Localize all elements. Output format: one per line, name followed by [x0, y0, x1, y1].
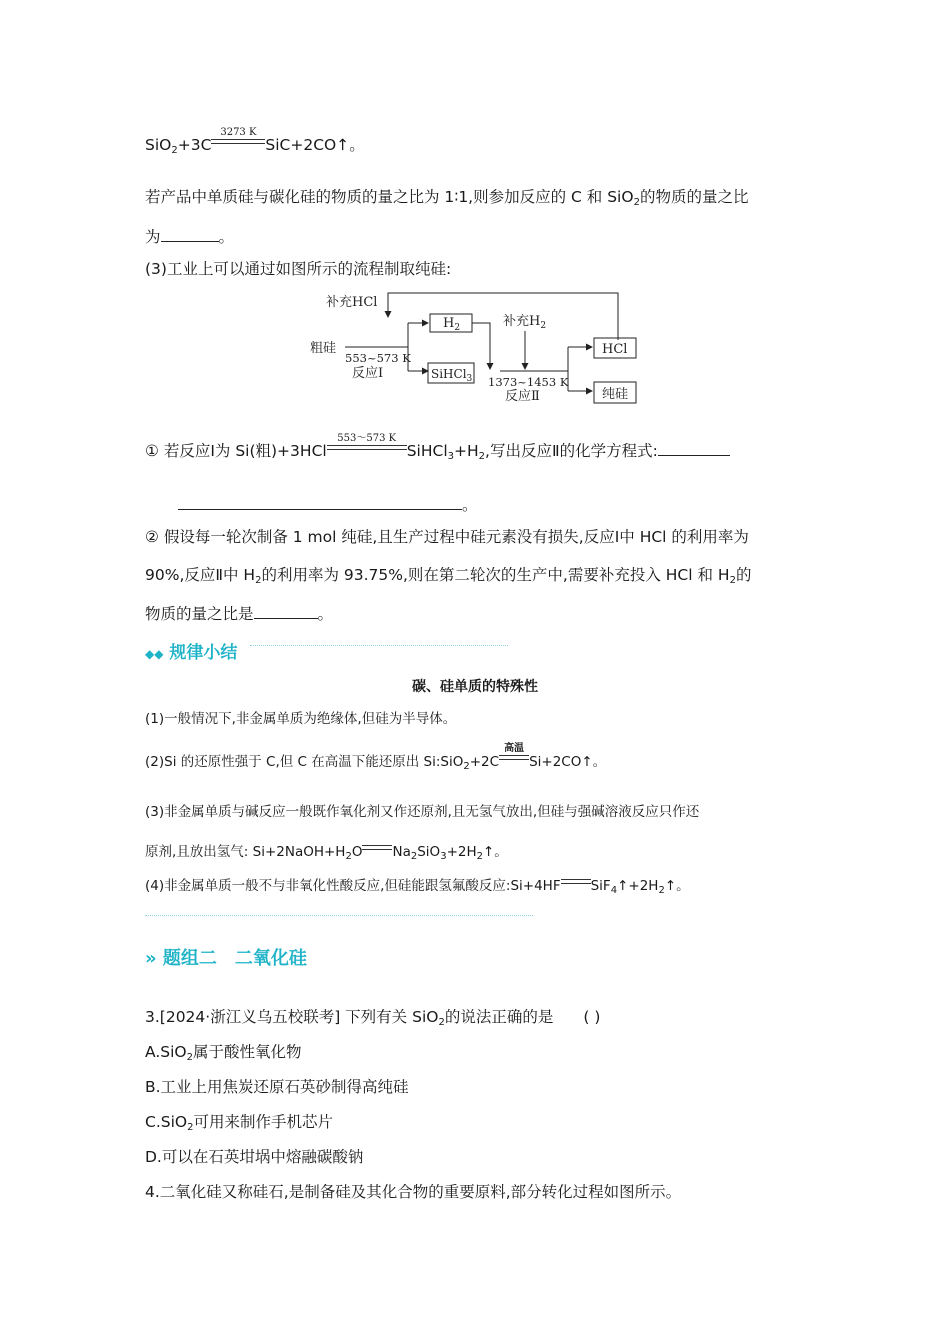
answer-blank[interactable]	[658, 440, 730, 456]
sub1-end: 。	[462, 496, 478, 514]
summary-p2	[145, 743, 607, 773]
option-a-text: A.SiO	[145, 1043, 187, 1061]
answer-blank[interactable]	[161, 226, 219, 242]
reaction1-label: 反应Ⅰ	[352, 366, 384, 381]
p2-sub: 2	[463, 761, 470, 772]
q4-stem: 4.二氧化硅又称硅石,是制备硅及其化合物的重要原料,部分转化过程如图所示。	[145, 1183, 682, 1201]
eq-left2: +3C	[177, 136, 212, 154]
sub1-condition: 553～573 K	[337, 433, 397, 444]
q3-option-b[interactable]: B.工业上用焦炭还原石英砂制得高纯硅	[145, 1078, 409, 1096]
q3-stem-a: 3.[2024·浙江义乌五校联考] 下列有关 SiO	[145, 1008, 439, 1026]
summary-p3a: (3)非金属单质与碱反应一般既作氧化剂又作还原剂,且无氢气放出,但硅与强碱溶液反应只作还	[145, 804, 700, 820]
high-temp-condition: 高温	[504, 743, 525, 754]
p4-sub1: 4	[610, 885, 618, 896]
summary-p1: (1)一般情况下,非金属单质为绝缘体,但硅为半导体。	[145, 711, 457, 727]
option-c-text: C.SiO	[145, 1113, 188, 1131]
p4-sub2: 2	[658, 885, 665, 896]
answer-blank[interactable]	[254, 603, 318, 619]
sub1-sub-b: 2	[478, 451, 486, 462]
summary-p4a: (4)非金属单质一般不与非氧化性酸反应,但硅能跟氢氟酸反应:Si+4HF	[145, 878, 561, 894]
summary-title: 碳、硅单质的特殊性	[412, 679, 538, 695]
sub2-sub2: 2	[729, 575, 736, 586]
summary-p3f: +2H	[446, 844, 477, 860]
hcl-label: HCl	[602, 342, 628, 357]
q3-stem	[145, 1006, 600, 1028]
summary-p4c: ↑+2H	[617, 878, 659, 894]
sub2-line3	[145, 603, 333, 625]
sub2-line2c: 的	[735, 566, 752, 584]
equals-sign	[362, 842, 392, 856]
ratio-text1: 若产品中单质硅与碳化硅的物质的量之比为 1∶1,则参加反应的 C 和 SiO	[145, 188, 634, 206]
summary-header	[145, 638, 237, 663]
summary-header-title: 规律小结	[169, 643, 238, 663]
q3-option-d[interactable]: D.可以在石英坩埚中熔融碳酸钠	[145, 1148, 364, 1166]
group2-title: 题组二 二氧化硅	[162, 948, 307, 969]
crude-si-label: 粗硅	[310, 341, 337, 356]
reaction-condition-sign	[211, 127, 265, 150]
summary-p4	[145, 875, 690, 897]
supplement-hcl-label: 补充HCl	[326, 295, 378, 310]
summary-bottom-divider	[145, 915, 533, 916]
option-a-sub: 2	[186, 1052, 193, 1063]
q3-option-a[interactable]	[145, 1041, 302, 1063]
part3-intro: (3)工业上可以通过如图所示的流程制取纯硅:	[145, 260, 452, 278]
top-equation	[145, 127, 365, 156]
p3-sub1: 2	[345, 851, 352, 862]
q3-stem-sub: 2	[438, 1017, 445, 1028]
reaction-condition: 3273 K	[220, 127, 257, 138]
sub2-line1: ② 假设每一轮次制备 1 mol 纯硅,且生产过程中硅元素没有损失,反应Ⅰ中 HCl 的利用率为	[145, 528, 749, 546]
eq-sub: 2	[171, 145, 178, 156]
summary-p3d: Na	[392, 844, 411, 860]
answer-blank[interactable]	[178, 494, 462, 510]
sub1-text4: ,写出反应Ⅱ的化学方程式:	[485, 442, 658, 460]
sub2-line2b: 的利用率为 93.75%,则在第二轮次的生产中,需要补充投入 HCl 和 H	[261, 566, 730, 584]
summary-p2a: (2)Si 的还原性强于 C,但 C 在高温下能还原出 Si:SiO	[145, 754, 464, 770]
summary-p3e: SiO	[417, 844, 441, 860]
summary-p2b: +2C	[469, 754, 500, 770]
supplement-h2-label: 补充$H_2$	[503, 314, 547, 331]
sub2-line2	[145, 564, 751, 586]
eq-right: SiC+2CO↑。	[265, 136, 365, 154]
reaction2-label: 反应Ⅱ	[505, 389, 540, 404]
diamond-icon: ◆◆	[145, 647, 164, 661]
ratio-question-line1	[145, 186, 748, 208]
summary-p4b: SiF	[590, 878, 611, 894]
sihcl3-label: SiHCl$_3$	[431, 367, 473, 384]
sub1-text1: ① 若反应Ⅰ为 Si(粗)+3HCl	[145, 442, 327, 460]
sub1-text3: +H	[454, 442, 479, 460]
p3-sub3: 3	[440, 851, 447, 862]
h2-label: $H_2$	[443, 316, 461, 333]
option-a-text2: 属于酸性氧化物	[192, 1043, 302, 1061]
group2-header	[145, 944, 307, 970]
sub2-line3-text: 物质的量之比是	[145, 605, 254, 623]
summary-p3c: O	[351, 844, 363, 860]
sub2-end: 。	[317, 605, 334, 623]
option-c-sub: 2	[187, 1122, 194, 1133]
ratio-text2: 的物质的量之比	[639, 188, 749, 206]
q3-stem-b: 的说法正确的是	[444, 1008, 554, 1026]
flowchart-diagram	[300, 285, 650, 410]
sub-question-1-line2	[178, 494, 478, 516]
header-divider	[250, 645, 508, 646]
ratio-text3: 为	[145, 228, 161, 246]
equals-sign	[561, 876, 591, 890]
answer-paren[interactable]: ( )	[583, 1008, 601, 1026]
summary-p4d: ↑。	[664, 878, 690, 894]
sub1-condition-sign	[327, 433, 407, 456]
sub1-sub-a: 3	[447, 451, 455, 462]
p3-sub4: 2	[476, 851, 483, 862]
sub-question-1	[145, 433, 730, 462]
temp1-label: 553~573 K	[345, 351, 411, 365]
ratio-end: 。	[218, 228, 235, 246]
double-chevron-icon: »	[145, 948, 157, 969]
ratio-question-line2	[145, 226, 234, 248]
sub2-line2a: 90%,反应Ⅱ中 H	[145, 566, 256, 584]
q3-option-c[interactable]	[145, 1111, 333, 1133]
sub2-sub: 2	[255, 575, 262, 586]
eq-left: SiO	[145, 136, 172, 154]
p3-sub2: 2	[410, 851, 418, 862]
pure-si-label: 纯硅	[602, 387, 629, 402]
summary-p3b: 原剂,且放出氢气: Si+2NaOH+H	[145, 844, 346, 860]
sub1-text2: SiHCl	[406, 442, 448, 460]
ratio-sub: 2	[633, 197, 640, 208]
summary-p3b-line	[145, 841, 508, 863]
summary-p2c: Si+2CO↑。	[529, 754, 607, 770]
temp2-label: 1373~1453 K	[488, 375, 569, 389]
option-c-text2: 可用来制作手机芯片	[193, 1113, 333, 1131]
high-temp-sign	[499, 743, 529, 766]
summary-p3g: ↑。	[483, 844, 508, 860]
